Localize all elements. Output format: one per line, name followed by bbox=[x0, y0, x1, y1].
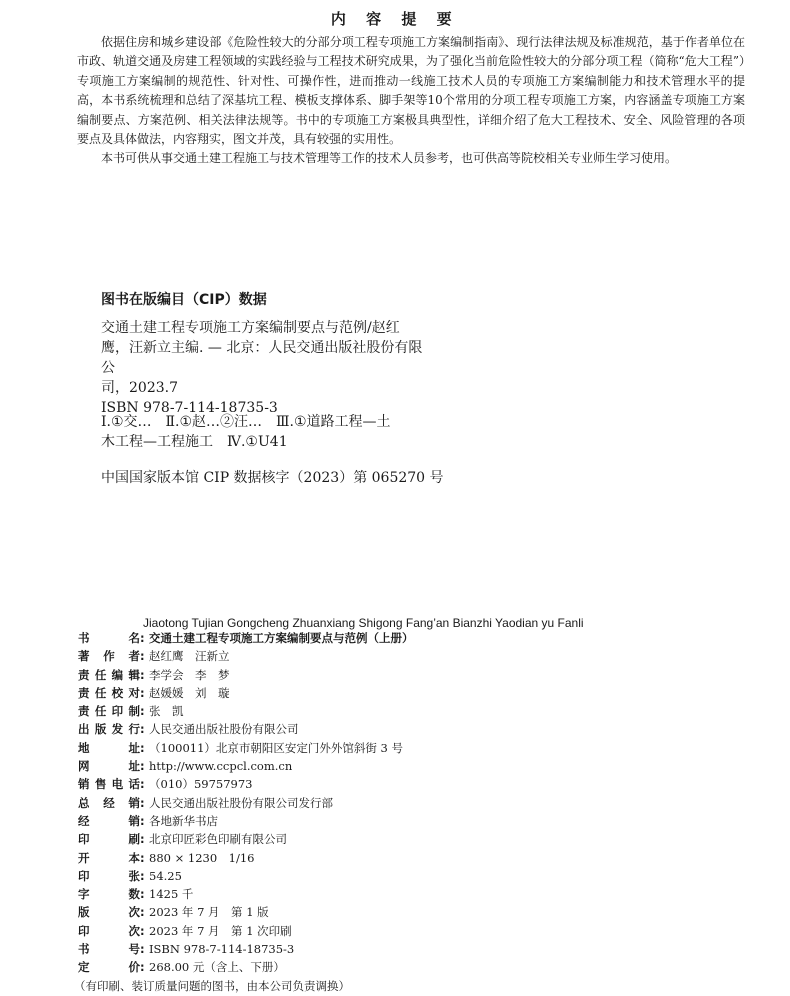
colophon-label: 书号 bbox=[78, 942, 140, 957]
colophon-value: http://www.ccpcl.com.cn bbox=[149, 759, 293, 774]
colophon-label: 印张 bbox=[78, 868, 140, 883]
cip-isbn: ISBN 978-7-114-18735-3 bbox=[101, 400, 278, 416]
colophon-value: 人民交通出版社股份有限公司 bbox=[149, 722, 299, 737]
colophon-value: 1425 千 bbox=[149, 887, 194, 902]
cip-entry bbox=[101, 318, 436, 418]
colophon-label: 印次 bbox=[78, 923, 140, 938]
colophon-label: 印刷 bbox=[78, 832, 140, 847]
colophon-row-address: 地址 : （100011）北京市朝阳区安定门外外馆斜街 3 号 bbox=[78, 739, 414, 757]
colophon-row-printer: 印刷 : 北京印匠彩色印刷有限公司 bbox=[78, 830, 414, 848]
summary-paragraph: 依据住房和城乡建设部《危险性较大的分部分项工程专项施工方案编制指南》、现行法律法规及标准规范，基于作者单位在市政、轨道交通及房建工程领域的实践经验与工程技术研究成果，为了强化当前危险性较大的分部分项工程（简称“危大工程”）专项施工方案编制的规范性、针对性、可操作性，进而推动一线施工技术人员的专项施工方案编制能力和技术管理水平的提高，本书系统梳理和总结了深基坑工程、模板支撑体系、脚手架等10个常用的分项工程专项施工方案，内容涵盖专项施工方案编制要点、方案范例、相关法律法规等。书中的专项施工方案极具典型性，详细介绍了危大工程技术、安全、风险管理的各项要点及具体做法，内容翔实，图文并茂，具有较强的实用性。 bbox=[77, 35, 745, 147]
colophon-label: 书名 bbox=[78, 631, 140, 645]
pinyin-title: Jiaotong Tujian Gongcheng Zhuanxiang Shigong Fang’an Bianzhi Yaodian yu Fanli bbox=[143, 616, 584, 630]
cip-entry-line: 鹰，汪新立主编. — 北京：人民交通出版社股份有限公 bbox=[101, 340, 423, 376]
colophon-label: 出版发行 bbox=[78, 722, 140, 737]
colophon-row-price: 定价 : 268.00 元（含上、下册） bbox=[78, 958, 414, 976]
summary-paragraph: 本书可供从事交通土建工程施工与技术管理等工作的技术人员参考，也可供高等院校相关专业师生学习使用。 bbox=[101, 151, 678, 166]
cip-classification bbox=[101, 412, 436, 452]
colophon-row-proofreader: 责任校对 : 赵媛媛 刘 璇 bbox=[78, 684, 414, 702]
colophon-row-wordcount: 字数 : 1425 千 bbox=[78, 885, 414, 903]
colophon-label: 责任校对 bbox=[78, 685, 140, 700]
colophon-label: 著作者 bbox=[78, 649, 140, 664]
colophon-row-sheets: 印张 : 54.25 bbox=[78, 867, 414, 885]
colophon-value: 各地新华书店 bbox=[149, 813, 218, 828]
colophon-label: 开本 bbox=[78, 850, 140, 865]
colophon-value: （100011）北京市朝阳区安定门外外馆斜街 3 号 bbox=[149, 740, 404, 755]
cip-classification-line: 木工程—工程施工 Ⅳ.①U41 bbox=[101, 434, 288, 450]
colophon-value: 北京印匠彩色印刷有限公司 bbox=[149, 832, 287, 847]
colophon-value: 880 × 1230 1/16 bbox=[149, 850, 255, 865]
colophon-value: 54.25 bbox=[149, 868, 182, 883]
colophon-row-title: 书名 : 交通土建工程专项施工方案编制要点与范例（上册） bbox=[78, 629, 414, 647]
colophon-value: 赵红鹰 汪新立 bbox=[149, 649, 230, 664]
colophon-label: 定价 bbox=[78, 960, 140, 975]
colophon-row-website: 网址 : http://www.ccpcl.com.cn bbox=[78, 757, 414, 775]
colophon-row-impression: 印次 : 2023 年 7 月 第 1 次印刷 bbox=[78, 922, 414, 940]
colophon-row-author: 著作者 : 赵红鹰 汪新立 bbox=[78, 647, 414, 665]
colophon-row-editor: 责任编辑 : 李学会 李 梦 bbox=[78, 666, 414, 684]
colophon-label: 地址 bbox=[78, 740, 140, 755]
colophon-value: （010）59757973 bbox=[149, 777, 253, 792]
cip-entry-line: 司，2023.7 bbox=[101, 380, 178, 396]
colophon-row-distributor: 总经销 : 人民交通出版社股份有限公司发行部 bbox=[78, 794, 414, 812]
cip-entry-line: 交通土建工程专项施工方案编制要点与范例/赵红 bbox=[101, 320, 400, 336]
colophon-row-phone: 销售电话 : （010）59757973 bbox=[78, 775, 414, 793]
cip-heading: 图书在版编目（CIP）数据 bbox=[101, 292, 267, 308]
colophon-label: 总经销 bbox=[78, 795, 140, 810]
colophon-row-isbn: 书号 : ISBN 978-7-114-18735-3 bbox=[78, 940, 414, 958]
colophon-row-production: 责任印制 : 张 凯 bbox=[78, 702, 414, 720]
colophon-label: 网址 bbox=[78, 759, 140, 774]
colophon-row-edition: 版次 : 2023 年 7 月 第 1 版 bbox=[78, 903, 414, 921]
colophon-row-seller: 经销 : 各地新华书店 bbox=[78, 812, 414, 830]
colophon-row-publisher: 出版发行 : 人民交通出版社股份有限公司 bbox=[78, 720, 414, 738]
colophon-value: 赵媛媛 刘 璇 bbox=[149, 685, 230, 700]
colophon-row-format: 开本 : 880 × 1230 1/16 bbox=[78, 849, 414, 867]
colophon-label: 字数 bbox=[78, 887, 140, 902]
summary-title: 内 容 提 要 bbox=[330, 10, 460, 28]
cip-record-number: 中国国家版本馆 CIP 数据核字（2023）第 065270 号 bbox=[101, 470, 444, 486]
colophon-label: 责任编辑 bbox=[78, 667, 140, 682]
colophon-label: 版次 bbox=[78, 905, 140, 920]
colophon-label: 经销 bbox=[78, 813, 140, 828]
colophon-value: ISBN 978-7-114-18735-3 bbox=[149, 942, 295, 957]
colophon-value: 交通土建工程专项施工方案编制要点与范例（上册） bbox=[149, 631, 414, 645]
colophon-value: 李学会 李 梦 bbox=[149, 667, 230, 682]
colophon bbox=[74, 629, 414, 995]
colophon-value: 张 凯 bbox=[149, 704, 184, 719]
colophon-value: 2023 年 7 月 第 1 版 bbox=[149, 905, 269, 920]
colophon-value: 268.00 元（含上、下册） bbox=[149, 960, 285, 975]
colophon-label: 责任印制 bbox=[78, 704, 140, 719]
cip-classification-line: Ⅰ.①交… Ⅱ.①赵…②汪… Ⅲ.①道路工程—土 bbox=[101, 414, 391, 430]
quality-notice: （有印刷、装订质量问题的图书，由本公司负责调换） bbox=[74, 978, 350, 993]
colophon-value: 人民交通出版社股份有限公司发行部 bbox=[149, 795, 333, 810]
summary-body bbox=[77, 33, 745, 169]
colophon-label: 销售电话 bbox=[78, 777, 140, 792]
colophon-value: 2023 年 7 月 第 1 次印刷 bbox=[149, 923, 292, 938]
